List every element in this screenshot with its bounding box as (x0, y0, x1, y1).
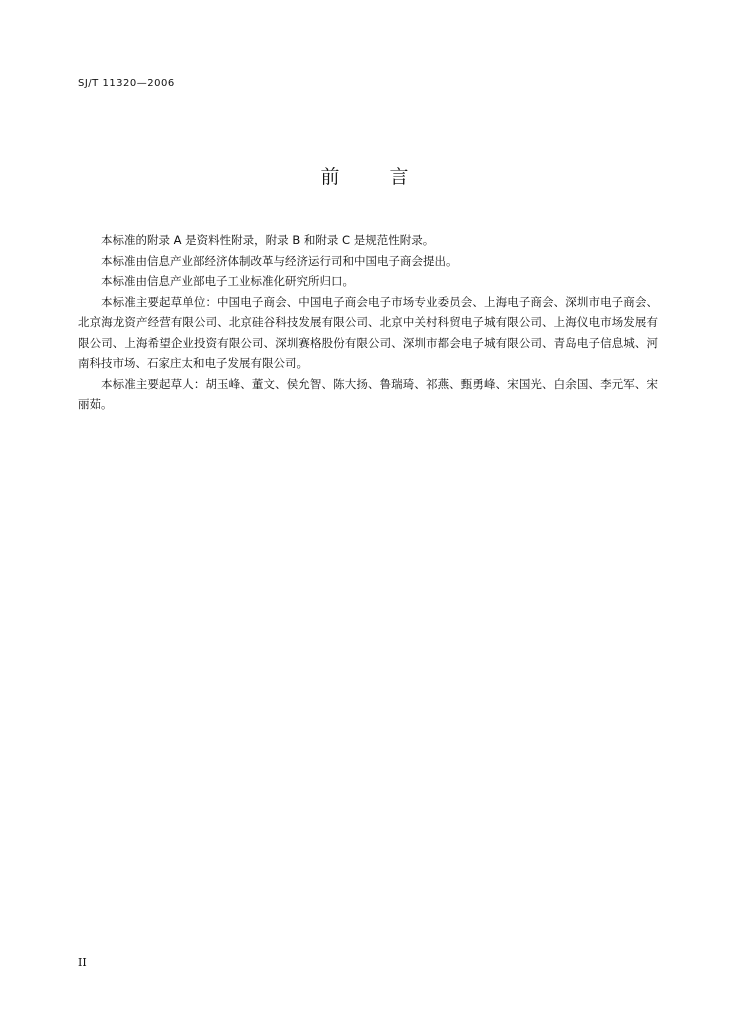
document-id: SJ/T 11320—2006 (78, 78, 175, 89)
page-number: II (78, 956, 87, 969)
page-title: 前言 (320, 166, 459, 188)
foreword-body (78, 230, 658, 415)
paragraph-proposed-by: 本标准由信息产业部经济体制改革与经济运行司和中国电子商会提出。 (101, 253, 458, 268)
paragraph-drafting-units: 本标准主要起草单位：中国电子商会、中国电子商会电子市场专业委员会、上海电子商会、深圳市电子商会、北京海龙资产经营有限公司、北京硅谷科技发展有限公司、北京中关村科贸电子城有限公司、上海仪电市场发展有限公司、上海希望企业投资有限公司、深圳赛格股份有限公司、深圳市都会电子城有限公司、青岛电子信息城、河南科技市场、石家庄太和电子发展有限公司。 (78, 294, 658, 370)
paragraph-centralized-by: 本标准由信息产业部电子工业标准化研究所归口。 (101, 274, 354, 288)
paragraph-appendix: 本标准的附录 A 是资料性附录，附录 B 和附录 C 是规范性附录。 (101, 233, 435, 247)
paragraph-drafters: 本标准主要起草人：胡玉峰、董文、侯允智、陈大扬、鲁瑞琦、祁燕、甄勇峰、宋国光、白余国、李元军、宋丽茹。 (78, 376, 658, 411)
